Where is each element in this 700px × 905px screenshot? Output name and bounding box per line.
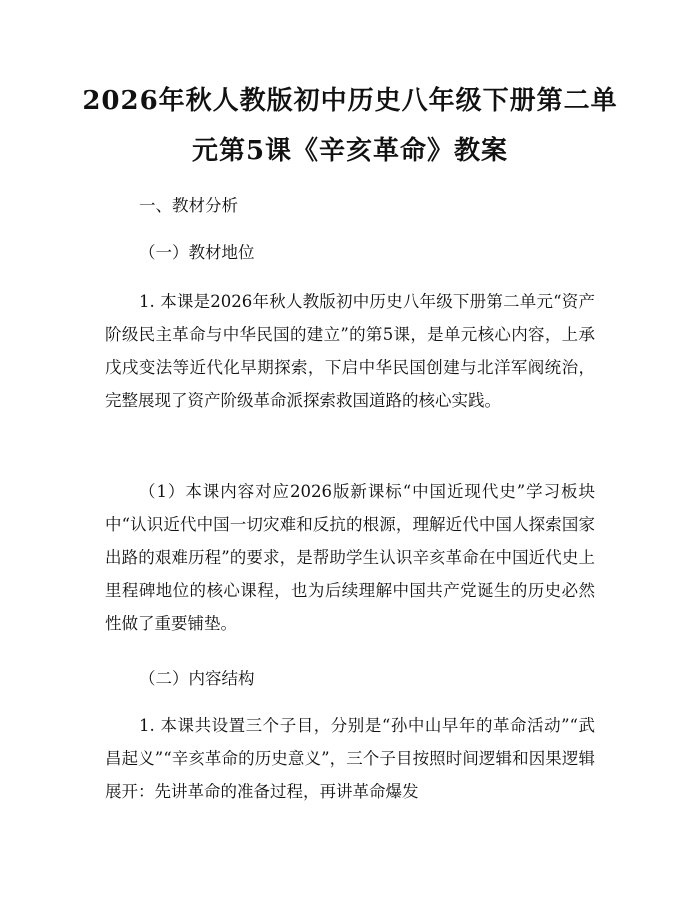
document-title-line-2: 元第5课《辛亥革命》教案	[191, 136, 509, 166]
section-heading-teaching-material-analysis: 一、教材分析	[139, 196, 238, 215]
paragraph-content-structure: 1. 本课共设置三个子目，分别是“孙中山早年的革命活动”“武昌起义”“辛亥革命的历史意义”，三个子目按照时间逻辑和因果逻辑展开：先讲革命的准备过程，再讲革命爆发	[105, 716, 595, 801]
paragraph-curriculum-standard: （1）本课内容对应2026版新课标“中国近现代史”学习板块中“认识近代中国一切灾难和反抗的根源，理解近代中国人探索国家出路的艰难历程”的要求，是帮助学生认识辛亥革命在中国近代史上里程碑地位的核心课程，也为后续理解中国共产党诞生的历史必然性做了重要铺垫。	[105, 482, 595, 633]
document-title-line-1: 2026年秋人教版初中历史八年级下册第二单	[82, 86, 618, 116]
subsection-heading-content-structure: （二）内容结构	[139, 669, 255, 688]
paragraph-lesson-position: 1. 本课是2026年秋人教版初中历史八年级下册第二单元“资产阶级民主革命与中华民国的建立”的第5课，是单元核心内容，上承戊戌变法等近代化早期探索，下启中华民国创建与北洋军阀统治，完整展现了资产阶级革命派探索救国道路的核心实践。	[105, 292, 595, 410]
subsection-heading-material-position: （一）教材地位	[139, 243, 255, 262]
